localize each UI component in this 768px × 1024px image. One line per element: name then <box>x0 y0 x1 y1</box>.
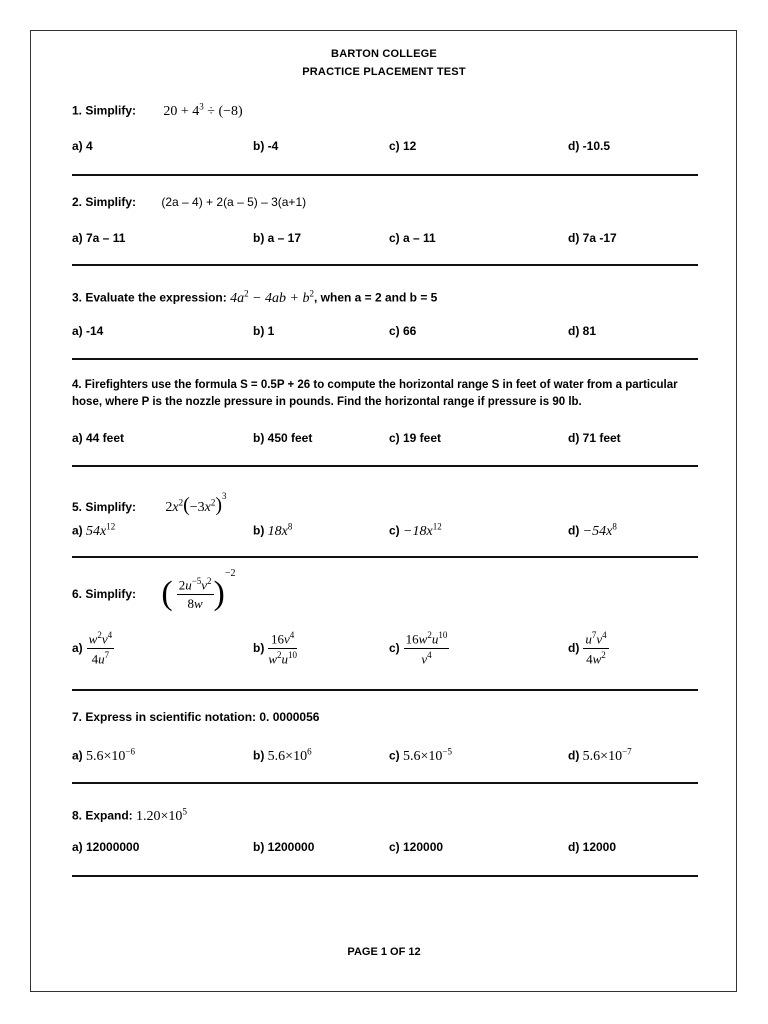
question-8 <box>72 806 187 825</box>
question-1-expression: $20 + 4^3 \div (-8)$ <box>163 101 243 119</box>
divider <box>72 264 698 266</box>
question-2-expression: (2a – 4) + 2(a – 5) – 3(a+1) <box>161 195 307 209</box>
q2-option-a[interactable]: a) 7a – 11 <box>72 231 126 245</box>
q6-option-a[interactable]: a) $\frac{w^2v^4}{4u^7}$ <box>72 630 113 667</box>
q4-option-b[interactable]: b) 450 feet <box>253 431 313 445</box>
q8-option-c[interactable]: c) 120000 <box>389 840 444 854</box>
q8-option-a[interactable]: a) 12000000 <box>72 840 140 854</box>
college-title: BARTON COLLEGE <box>331 48 437 60</box>
question-3-expression: $4a^2 - 4ab + b^2$ <box>230 288 314 306</box>
q3-option-d[interactable]: d) 81 <box>568 324 597 338</box>
q2-option-c[interactable]: c) a – 11 <box>389 231 436 245</box>
question-4-text: 4. Firefighters use the formula S = 0.5P + 26 to compute the horizontal range S in feet of water from a particular hose, where P is the nozzle pressure in pounds. Find the horizontal range if pressure is 90 lb. <box>72 379 678 408</box>
question-5-expression: $2x^2(-3x^2)^3$ <box>165 491 227 516</box>
question-6-label: 6. Simplify: <box>72 587 137 602</box>
question-5-label: 5. Simplify: <box>72 500 137 514</box>
question-3-label: 3. Evaluate the expression: <box>72 290 227 305</box>
question-8-expression: $1.20\times 10^5$ <box>136 806 187 824</box>
question-7-text: 7. Express in scientific notation: 0. 0000056 <box>72 710 320 724</box>
q6-option-b[interactable]: b) $\frac{16v^4}{w^2u^{10}}$ <box>253 630 297 667</box>
q4-option-d[interactable]: d) 71 feet <box>568 431 621 445</box>
question-5 <box>72 491 227 517</box>
q5-option-a[interactable]: a) $54x^{12}$ <box>72 521 116 539</box>
divider <box>72 689 698 691</box>
question-2-label: 2. Simplify: <box>72 195 137 209</box>
q6-option-c[interactable]: c) $\frac{16w^2u^{10}}{v^4}$ <box>389 630 448 667</box>
q3-option-c[interactable]: c) 66 <box>389 324 417 338</box>
question-1 <box>72 101 243 120</box>
divider <box>72 556 698 558</box>
question-1-label: 1. Simplify: <box>72 103 137 118</box>
question-3 <box>72 288 437 307</box>
q2-option-b[interactable]: b) a – 17 <box>253 231 302 245</box>
q1-option-a[interactable]: a) 4 <box>72 139 93 153</box>
q7-option-d[interactable]: d) $5.6\times 10^{-7}$ <box>568 746 632 764</box>
q6-option-d[interactable]: d) $\frac{u^7v^4}{4w^2}$ <box>568 630 607 667</box>
q5-option-d[interactable]: $d) -54x^8$ <box>568 521 617 539</box>
q3-option-a[interactable]: a) -14 <box>72 324 104 338</box>
divider <box>72 782 698 784</box>
q8-option-d[interactable]: d) 12000 <box>568 840 617 854</box>
q5-option-b[interactable]: b) $18x^8$ <box>253 521 293 539</box>
q4-option-a[interactable]: a) 44 feet <box>72 431 125 445</box>
q1-option-d[interactable]: d) -10.5 <box>568 139 611 153</box>
q1-option-c[interactable]: c) 12 <box>389 139 417 153</box>
divider <box>72 875 698 877</box>
q7-option-b[interactable]: b) $5.6\times 10^6$ <box>253 746 312 764</box>
question-2 <box>72 195 306 209</box>
test-title: PRACTICE PLACEMENT TEST <box>302 66 466 78</box>
q8-option-b[interactable]: b) 1200000 <box>253 840 315 854</box>
question-6-expression: ( $\frac{2u^{-5}v^2}{8w}$ )$^{-2}$ <box>161 568 236 613</box>
q7-option-c[interactable]: c) $5.6\times 10^{-5}$ <box>389 746 452 764</box>
q3-option-b[interactable]: b) 1 <box>253 324 275 338</box>
q5-option-c[interactable]: $c) -18x^{12}$ <box>389 521 442 539</box>
question-8-label: 8. Expand: <box>72 808 133 823</box>
q4-option-c[interactable]: c) 19 feet <box>389 431 442 445</box>
q1-option-b[interactable]: b) -4 <box>253 139 279 153</box>
q7-option-a[interactable]: a) $5.6\times 10^{-6}$ <box>72 746 135 764</box>
page-number: PAGE 1 OF 12 <box>347 946 421 958</box>
divider <box>72 358 698 360</box>
q2-option-d[interactable]: d) 7a -17 <box>568 231 617 245</box>
question-3-condition: , when a = 2 and b = 5 <box>313 290 438 305</box>
divider <box>72 174 698 176</box>
divider <box>72 465 698 467</box>
question-6 <box>72 568 236 613</box>
